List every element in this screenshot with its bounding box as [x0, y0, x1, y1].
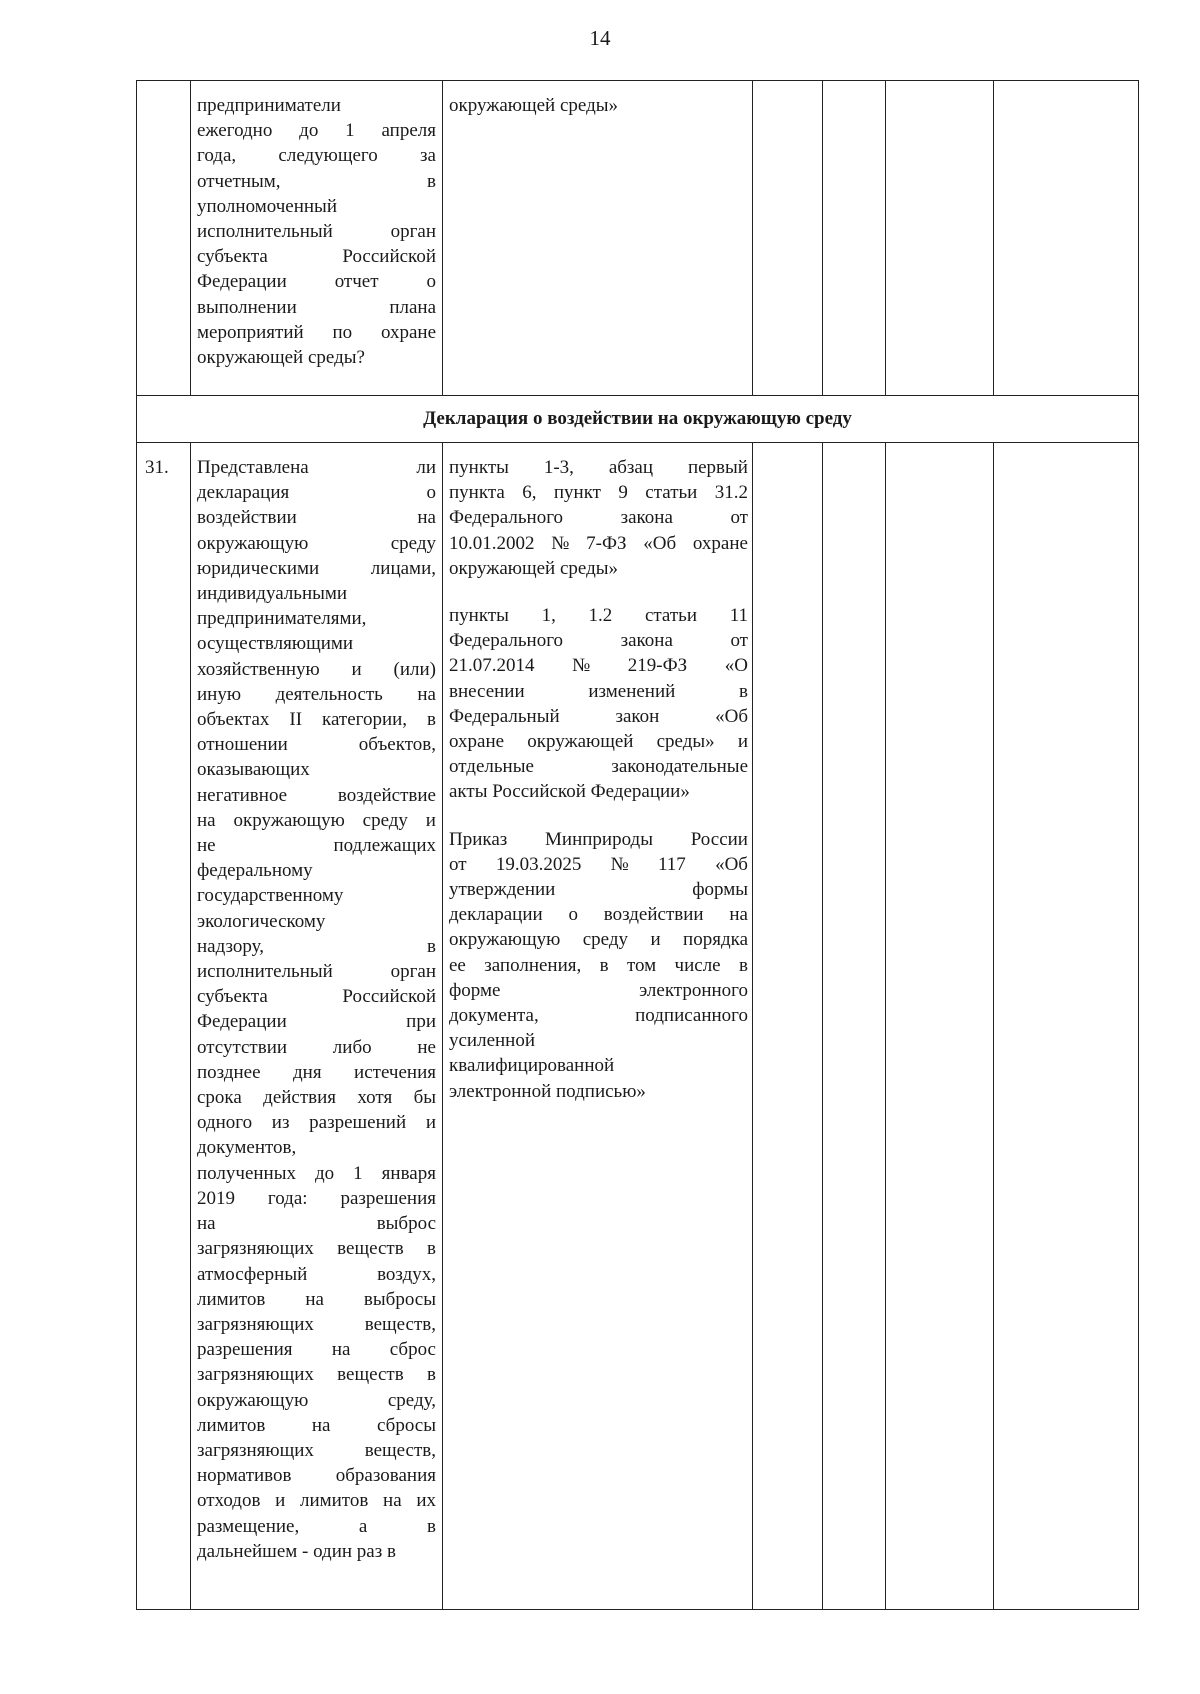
answer-no-cell: [823, 81, 886, 396]
word: образования: [335, 1465, 436, 1487]
word: загрязняющих: [197, 1364, 314, 1386]
word: загрязняющих: [197, 1238, 314, 1260]
word: II: [289, 709, 303, 731]
word: (или): [393, 658, 436, 680]
word: отсутствии: [197, 1036, 288, 1058]
text-line: [197, 833, 436, 858]
word: Российской: [342, 246, 436, 268]
word: среду: [362, 809, 408, 831]
word: разрешения: [340, 1187, 436, 1209]
text-line: [197, 169, 436, 194]
text-line: электронной подписью»: [449, 1080, 646, 1102]
text-line: дальнейшем - один раз в: [197, 1540, 396, 1562]
word: исполнительный: [197, 961, 333, 983]
word: формы: [692, 879, 748, 901]
word: на: [197, 1213, 216, 1235]
word: полученных: [197, 1162, 296, 1184]
word: веществ: [337, 1364, 404, 1386]
word: электронного: [639, 979, 748, 1001]
word: истечения: [354, 1061, 436, 1083]
word: 11: [729, 605, 748, 627]
word: лицами,: [370, 557, 436, 579]
word: на: [383, 1490, 402, 1512]
word: пункты: [449, 605, 509, 627]
text-line: [197, 657, 436, 682]
section-header-row: [137, 396, 1139, 443]
word: 1.2: [588, 605, 613, 627]
word: среду: [390, 532, 436, 554]
table-row-continued: [137, 81, 1139, 396]
word: деятельность: [275, 683, 383, 705]
word: орган: [390, 961, 436, 983]
word: декларация: [197, 482, 290, 504]
word: ли: [416, 457, 436, 478]
word: и: [351, 658, 362, 680]
word: действия: [263, 1087, 337, 1109]
word: на: [197, 809, 216, 831]
text-line: [197, 1312, 436, 1337]
word: не: [197, 835, 216, 857]
word: «Об: [643, 532, 677, 554]
word: отходов: [197, 1490, 261, 1512]
answer-yes-cell: [753, 443, 823, 1610]
text-line: [197, 1438, 436, 1463]
word: до: [299, 120, 319, 142]
answer-na-cell: [886, 81, 994, 396]
text-line: [197, 556, 436, 581]
question-cell: [191, 81, 443, 396]
text-line: [449, 754, 748, 779]
word: от: [730, 507, 748, 529]
text-line: [197, 1211, 436, 1236]
text-line: [449, 852, 748, 877]
text-line: окружающей среды»: [449, 557, 619, 579]
word: в: [427, 1364, 436, 1386]
paragraph-gap: [449, 581, 748, 603]
text-line: [449, 1003, 748, 1028]
word: позднее: [197, 1061, 261, 1083]
text-line: [197, 959, 436, 984]
word: воздух,: [377, 1263, 436, 1285]
word: числе: [674, 954, 721, 976]
text-line: [197, 219, 436, 244]
word: первый: [687, 457, 748, 478]
word: веществ,: [364, 1313, 436, 1335]
word: 1: [353, 1162, 363, 1184]
word: в: [739, 680, 748, 702]
word: нормативов: [197, 1465, 292, 1487]
word: пункт: [553, 482, 601, 504]
word: «Об: [715, 853, 748, 875]
text-line: [197, 480, 436, 505]
word: закона: [620, 630, 673, 652]
text-line: [197, 1262, 436, 1287]
text-line: [449, 455, 748, 480]
word: порядка: [683, 929, 748, 951]
text-line: [197, 1514, 436, 1539]
word: сброс: [389, 1339, 436, 1361]
text-line: оказывающих: [197, 759, 310, 781]
text-line: [449, 628, 748, 653]
text-line: окружающей среды»: [449, 95, 619, 116]
word: лимитов: [299, 1490, 369, 1512]
word: в: [599, 954, 609, 976]
word: субъекта: [197, 246, 268, 268]
word: из: [271, 1112, 290, 1134]
table-row-31: [137, 443, 1139, 1610]
text-line: федеральному: [197, 860, 313, 882]
legal-reference: [449, 827, 748, 1104]
word: загрязняющих: [197, 1439, 314, 1461]
word: 2019: [197, 1187, 235, 1209]
word: и: [737, 731, 748, 753]
text-line: [197, 1236, 436, 1261]
text-line: [197, 1110, 436, 1135]
word: в: [427, 1515, 436, 1537]
word: окружающую: [449, 929, 561, 951]
word: апреля: [381, 120, 436, 142]
text-line: [197, 118, 436, 143]
word: форме: [449, 979, 501, 1001]
text-line: [197, 1362, 436, 1387]
note-cell: [994, 81, 1139, 396]
word: либо: [332, 1036, 372, 1058]
word: исполнительный: [197, 221, 333, 243]
text-line: [197, 1161, 436, 1186]
word: Федерации: [197, 271, 287, 293]
word: их: [416, 1490, 436, 1512]
word: ежегодно: [197, 120, 273, 142]
word: атмосферный: [197, 1263, 308, 1285]
note-cell: [994, 443, 1139, 1610]
word: Приказ: [449, 828, 508, 850]
word: среду: [582, 929, 629, 951]
text-line: [449, 978, 748, 1003]
word: объектах: [197, 709, 270, 731]
word: в: [427, 1238, 436, 1260]
text-line: [197, 1060, 436, 1085]
word: охране: [449, 731, 505, 753]
word: 219-ФЗ: [627, 655, 688, 677]
word: не: [417, 1036, 436, 1058]
text-line: [197, 984, 436, 1009]
number-cell: [137, 81, 191, 396]
word: отчет: [334, 271, 379, 293]
answer-yes-cell: [753, 81, 823, 396]
text-line: [197, 1337, 436, 1362]
word: декларации: [449, 904, 543, 926]
text-line: [197, 295, 436, 320]
word: лимитов: [197, 1288, 266, 1310]
word: разрешения: [197, 1339, 293, 1361]
word: воздействии: [603, 904, 704, 926]
text-line: [197, 1085, 436, 1110]
word: 9: [618, 482, 628, 504]
word: 1,: [541, 605, 556, 627]
text-line: [449, 827, 748, 852]
word: 31.2: [714, 482, 748, 504]
word: надзору,: [197, 935, 264, 957]
text-line: [197, 1413, 436, 1438]
word: окружающей: [527, 731, 634, 753]
word: том: [626, 954, 657, 976]
word: выброс: [376, 1213, 436, 1235]
text-line: [449, 729, 748, 754]
word: 19.03.2025: [495, 853, 582, 875]
word: на: [729, 904, 748, 926]
word: «О: [724, 655, 748, 677]
reference-cell: [443, 81, 753, 396]
word: Федерации: [197, 1011, 287, 1033]
word: на: [417, 507, 436, 529]
word: Минприроды: [545, 828, 653, 850]
word: документа,: [449, 1005, 539, 1027]
text-line: [449, 480, 748, 505]
word: юридическими: [197, 557, 320, 579]
text-line: [197, 682, 436, 707]
text-line: [197, 1035, 436, 1060]
text-line: [197, 455, 436, 480]
word: разрешений: [309, 1112, 407, 1134]
word: срока: [197, 1087, 242, 1109]
word: января: [381, 1162, 436, 1184]
text-line: [449, 603, 748, 628]
word: при: [406, 1011, 436, 1033]
word: дня: [293, 1061, 322, 1083]
paragraph-gap: [449, 805, 748, 827]
word: в: [738, 954, 748, 976]
question-cell: [191, 443, 443, 1610]
text-line: осуществляющими: [197, 633, 354, 655]
word: 21.07.2014: [449, 655, 535, 677]
text-line: [197, 934, 436, 959]
word: внесении: [449, 680, 525, 702]
text-line: усиленной: [449, 1030, 536, 1052]
text-line: [197, 505, 436, 530]
word: среды»: [656, 731, 715, 753]
text-line: [449, 902, 748, 927]
word: закона: [620, 507, 673, 529]
word: пункты: [449, 457, 509, 478]
word: лимитов: [197, 1414, 266, 1436]
text-line: [197, 808, 436, 833]
word: утверждении: [449, 879, 556, 901]
text-line: квалифицированной: [449, 1055, 615, 1077]
word: года,: [197, 145, 237, 167]
text-line: окружающей среды?: [197, 347, 365, 369]
row-number: 31.: [137, 443, 191, 1610]
word: хозяйственную: [197, 658, 320, 680]
word: от: [730, 630, 748, 652]
word: охране: [380, 321, 436, 343]
word: охране: [692, 532, 748, 554]
word: 1-3,: [543, 457, 574, 478]
word: мероприятий: [197, 321, 304, 343]
word: и: [275, 1490, 286, 1512]
word: о: [426, 271, 436, 293]
text-line: [197, 244, 436, 269]
word: на: [305, 1288, 324, 1310]
word: отношении: [197, 734, 288, 756]
word: воздействие: [337, 784, 436, 806]
legal-reference: [449, 455, 748, 581]
word: среду,: [387, 1389, 436, 1411]
word: веществ: [337, 1238, 404, 1260]
text-line: экологическому: [197, 910, 326, 932]
word: Федерального: [449, 630, 564, 652]
word: воздействии: [197, 507, 297, 529]
word: а: [358, 1515, 368, 1537]
word: и: [425, 809, 436, 831]
word: 7-ФЗ: [586, 532, 627, 554]
word: о: [426, 482, 436, 504]
text-line: [449, 704, 748, 729]
word: отдельные: [449, 756, 534, 778]
word: категории,: [322, 709, 408, 731]
word: абзац: [608, 457, 654, 478]
word: в: [427, 935, 436, 957]
text-line: документов,: [197, 1137, 297, 1159]
word: негативное: [197, 784, 288, 806]
word: следующего: [278, 145, 378, 167]
word: за: [420, 145, 436, 167]
word: заполнения,: [484, 954, 582, 976]
word: года:: [267, 1187, 308, 1209]
word: и: [650, 929, 661, 951]
word: выполнении: [197, 296, 297, 318]
word: отчетным,: [197, 170, 281, 192]
text-line: [449, 953, 748, 978]
text-line: [449, 679, 748, 704]
text-line: [197, 1388, 436, 1413]
text-line: [449, 531, 748, 556]
word: законодательные: [611, 756, 748, 778]
word: изменений: [588, 680, 676, 702]
word: окружающую: [197, 1389, 309, 1411]
requirements-table: [136, 80, 1139, 1610]
word: веществ,: [364, 1439, 436, 1461]
text-line: [449, 505, 748, 530]
word: на: [417, 683, 436, 705]
text-line: [197, 531, 436, 556]
word: 1: [345, 120, 355, 142]
text-line: [197, 1463, 436, 1488]
word: Российской: [342, 986, 436, 1008]
word: 10.01.2002: [449, 532, 535, 554]
word: на: [331, 1339, 351, 1361]
word: 6,: [522, 482, 537, 504]
text-line: [197, 320, 436, 345]
word: выбросы: [363, 1288, 436, 1310]
word: Представлена: [197, 457, 309, 478]
word: загрязняющих: [197, 1313, 314, 1335]
word: подписанного: [635, 1005, 748, 1027]
word: орган: [390, 221, 436, 243]
text-line: [197, 1287, 436, 1312]
word: России: [690, 828, 748, 850]
word: о: [568, 904, 578, 926]
word: бы: [413, 1087, 436, 1109]
text-line: предприниматели: [197, 95, 341, 116]
legal-reference: [449, 603, 748, 805]
word: Федерального: [449, 507, 564, 529]
answer-no-cell: [823, 443, 886, 1610]
text-line: [449, 653, 748, 678]
text-line: [197, 783, 436, 808]
word: до: [315, 1162, 335, 1184]
text-line: акты Российской Федерации»: [449, 781, 690, 803]
word: статьи: [644, 605, 697, 627]
word: пункта: [449, 482, 505, 504]
word: и: [425, 1112, 436, 1134]
word: объектов,: [358, 734, 436, 756]
page-number: 14: [589, 26, 611, 50]
word: размещение,: [197, 1515, 300, 1537]
word: Федеральный: [449, 705, 560, 727]
word: плана: [389, 296, 436, 318]
text-line: [197, 143, 436, 168]
answer-na-cell: [886, 443, 994, 1610]
section-title: Декларация о воздействии на окружающую среду: [137, 396, 1139, 443]
text-line: [197, 732, 436, 757]
text-line: [197, 707, 436, 732]
word: окружающую: [197, 532, 309, 554]
word: «Об: [715, 705, 748, 727]
text-line: [197, 1186, 436, 1211]
word: окружающую: [233, 809, 345, 831]
word: статьи: [645, 482, 698, 504]
word: по: [332, 321, 353, 343]
word: ее: [449, 954, 466, 976]
word: подлежащих: [333, 835, 436, 857]
text-line: государственному: [197, 885, 344, 907]
text-line: [197, 1009, 436, 1034]
word: одного: [197, 1112, 253, 1134]
text-line: [197, 1488, 436, 1513]
word: сбросы: [376, 1414, 436, 1436]
text-line: [197, 269, 436, 294]
word: на: [311, 1414, 331, 1436]
word: №: [572, 655, 591, 677]
text-line: индивидуальными: [197, 583, 348, 605]
word: от: [449, 853, 467, 875]
text-line: уполномоченный: [197, 195, 337, 217]
word: №: [610, 853, 629, 875]
word: хотя: [357, 1087, 393, 1109]
text-line: [449, 877, 748, 902]
word: 117: [658, 853, 686, 875]
word: закон: [615, 705, 660, 727]
word: в: [427, 170, 436, 192]
word: субъекта: [197, 986, 268, 1008]
word: №: [551, 532, 570, 554]
text-line: [449, 927, 748, 952]
word: в: [427, 709, 436, 731]
text-line: предпринимателями,: [197, 608, 367, 630]
word: иную: [197, 683, 242, 705]
reference-cell: [443, 443, 753, 1610]
